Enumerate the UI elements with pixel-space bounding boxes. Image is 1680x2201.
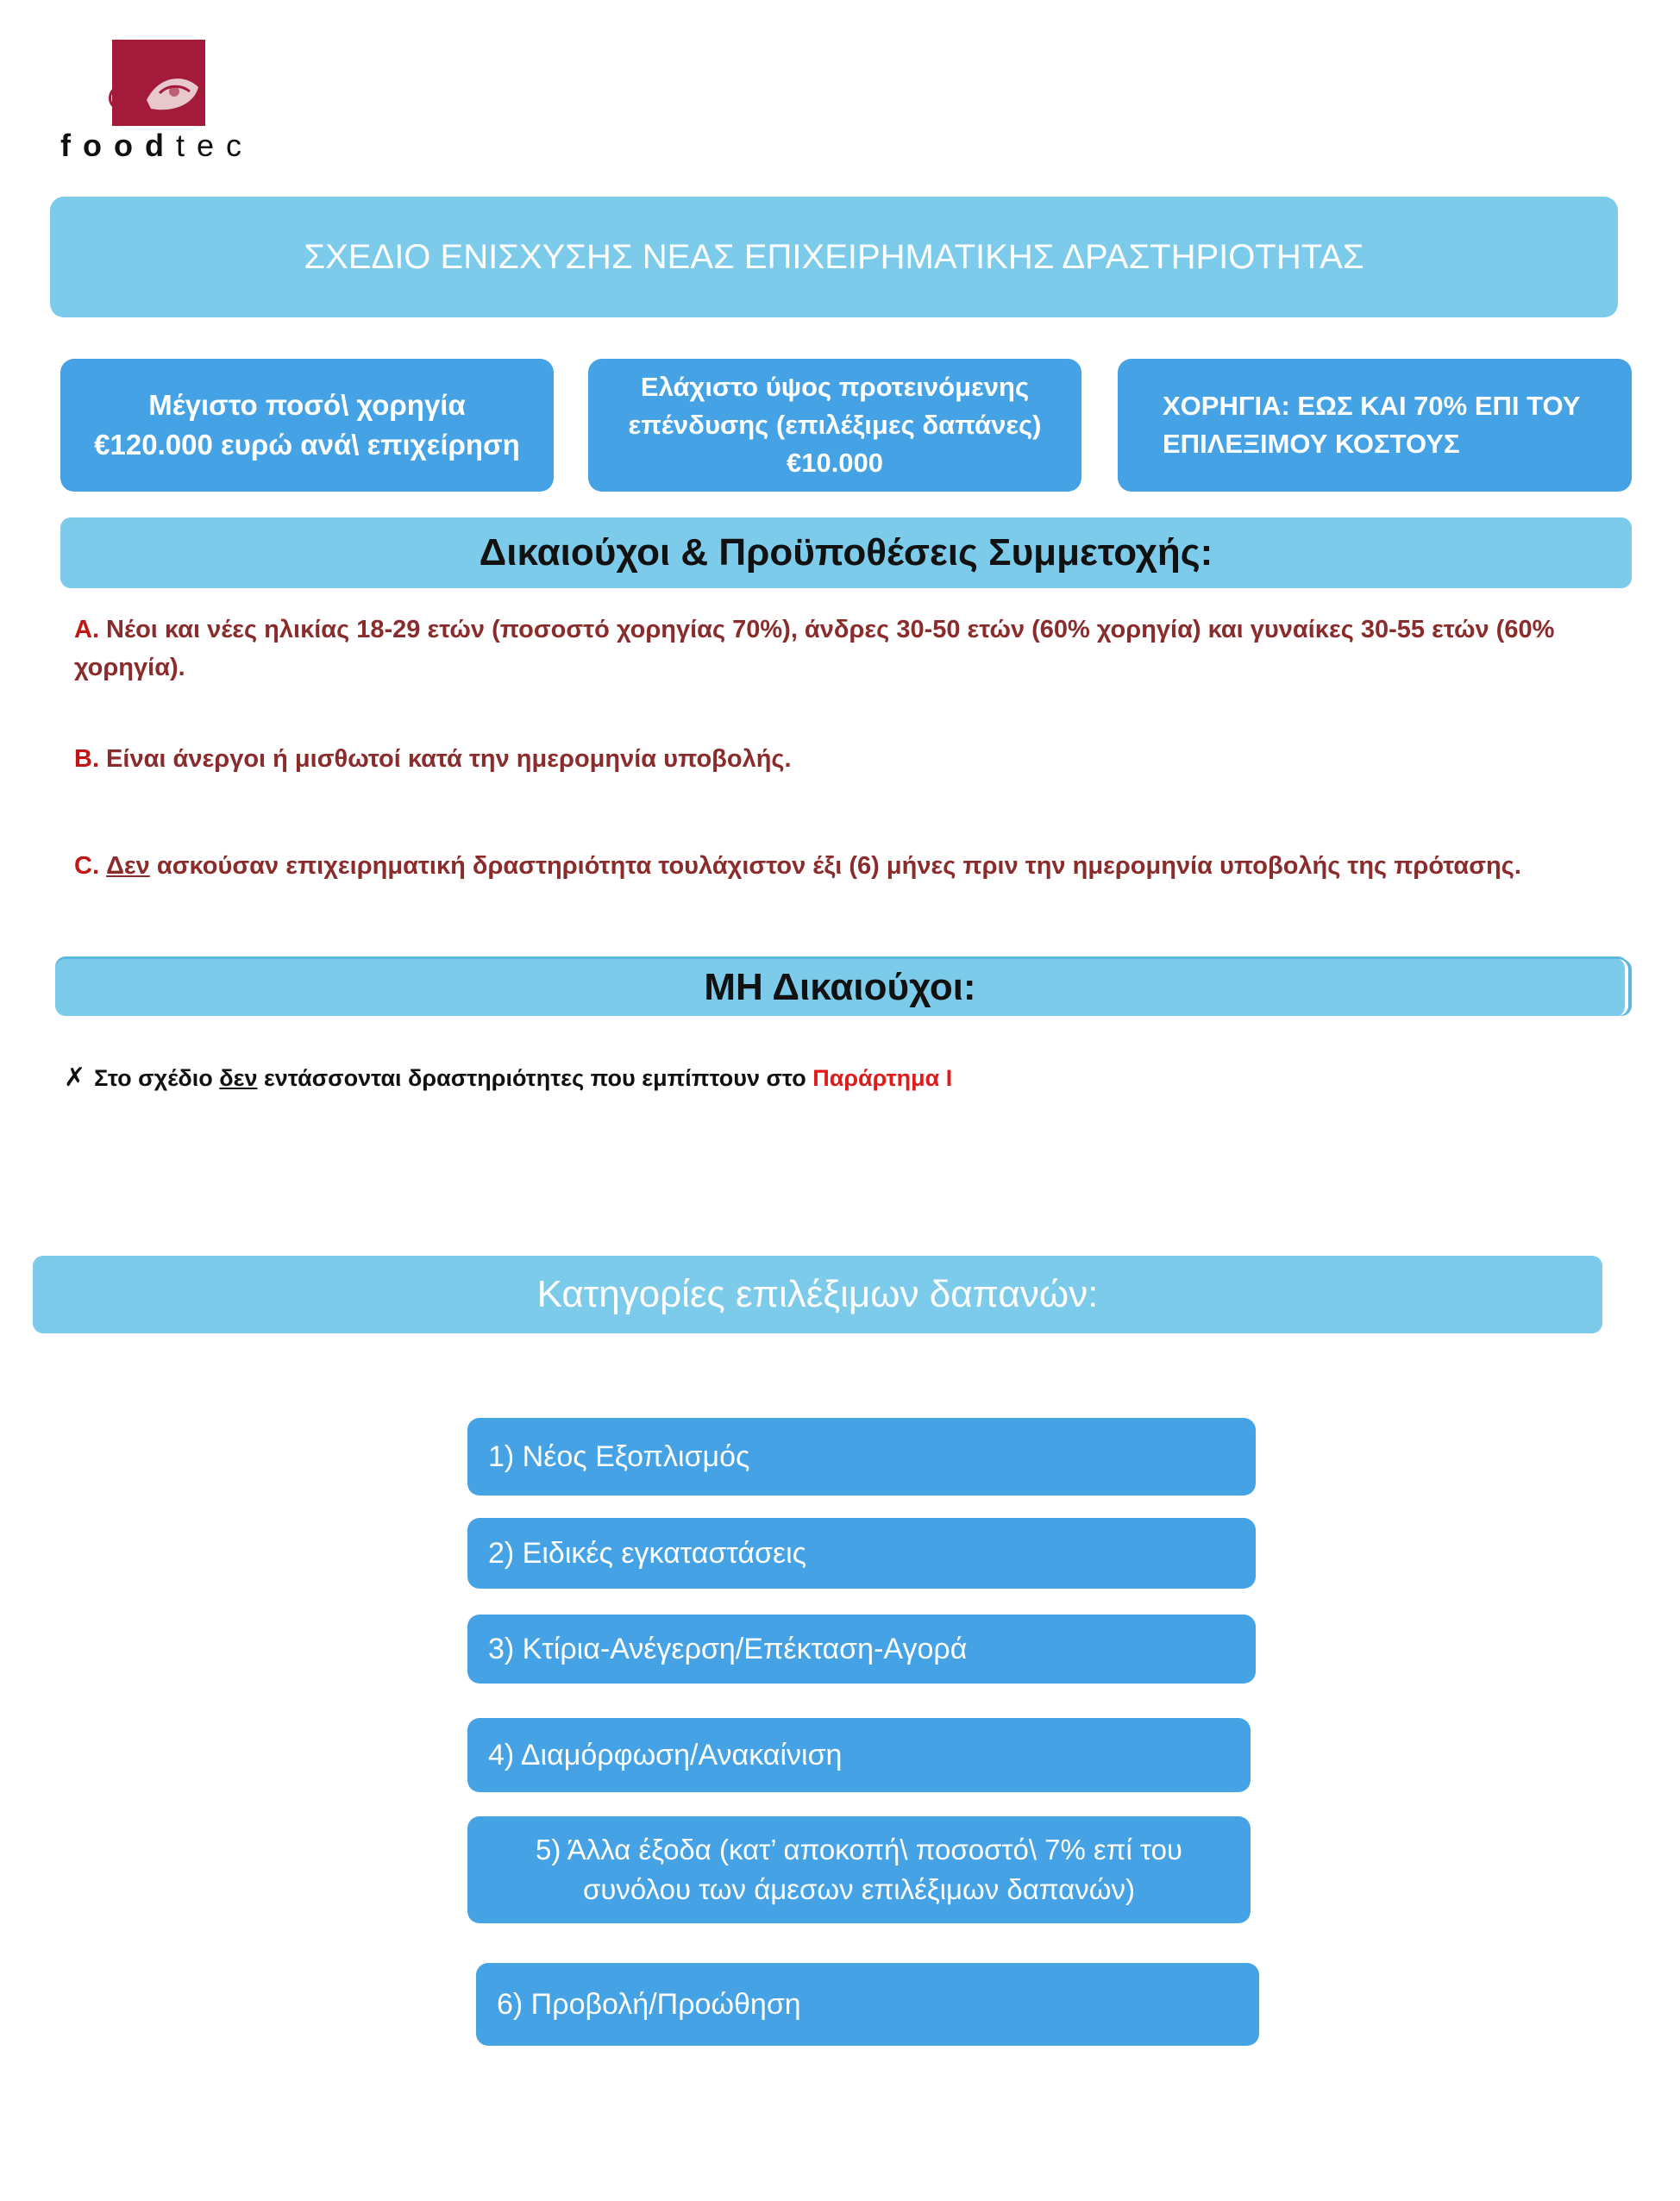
eligibility-heading [60,517,1632,588]
category-item-buildings [467,1615,1256,1684]
condition-b [74,740,1627,778]
info-box-max-amount [60,359,554,492]
non-eligible-heading-text: ΜΗ Δικαιούχοι: [704,966,976,1008]
categories-heading-text: Κατηγορίες επιλέξιμων δαπανών: [536,1273,1099,1315]
condition-label: Β. [74,745,99,773]
non-eligible-note [64,1063,952,1093]
page-title [50,197,1618,317]
note-emphasis: δεν [219,1065,258,1091]
condition-c [74,847,1627,885]
category-label: 4) Διαμόρφωση/Ανακαίνιση [488,1738,843,1771]
category-label: 1) Νέος Εξοπλισμός [488,1439,750,1473]
condition-emphasis: Δεν [106,852,150,880]
page-title-text: ΣΧΕΔΙΟ ΕΝΙΣΧΥΣΗΣ ΝΕΑΣ ΕΠΙΧΕΙΡΗΜΑΤΙΚΗΣ ΔΡΑΣΤΗΡΙΟΤΗΤΑΣ [304,237,1364,276]
logo-wordmark: foodtec [60,128,254,163]
category-label: 6) Προβολή/Προώθηση [497,1987,801,2021]
category-item-other-expenses [467,1816,1251,1923]
category-item-installations [467,1518,1256,1589]
non-eligible-heading [55,959,1628,1016]
info-box-line: €10.000 [786,448,884,478]
category-label: 2) Ειδικές εγκαταστάσεις [488,1536,807,1570]
category-item-promotion [476,1963,1259,2046]
info-box-line: Ελάχιστο ύψος προτεινόμενης [640,372,1030,402]
category-label: 3) Κτίρια-Ανέγερση/Επέκταση-Αγορά [488,1632,968,1665]
info-box-line: ΧΟΡΗΓΙΑ: ΕΩΣ ΚΑΙ 70% ΕΠΙ ΤΟΥ [1163,391,1581,421]
categories-heading [33,1256,1602,1333]
condition-label: C. [74,852,99,880]
category-label: 5) Άλλα έξοδα (κατ’ αποκοπή\ ποσοστό\ 7% επί του [536,1834,1182,1866]
category-label: συνόλου των άμεσων επιλέξιμων δαπανών) [583,1873,1135,1905]
condition-a [74,611,1627,687]
condition-label: Α. [74,616,99,643]
logo-swirl-icon [102,83,136,117]
info-box-line: Μέγιστο ποσό\ χορηγία [148,389,466,421]
note-text: Στο σχέδιο [94,1065,220,1091]
info-box-line: ΕΠΙΛΕΞΙΜΟΥ ΚΟΣΤΟΥΣ [1163,429,1460,459]
eligibility-heading-text: Δικαιούχοι & Προϋποθέσεις Συμμετοχής: [479,531,1213,574]
cross-mark-icon: ✗ [64,1063,86,1092]
category-item-renovation [467,1718,1251,1792]
condition-text: Νέοι και νέες ηλικίας 18-29 ετών (ποσοστό χορηγίας 70%), άνδρες 30-50 ετών (60% χορηγία) και γυναίκες 30-55 ετών (60% χορηγία). [74,616,1555,681]
info-box-grant-rate [1118,359,1632,492]
info-box-line: επένδυσης (επιλέξιμες δαπάνες) [628,410,1042,440]
annex-reference: Παράρτημα Ι [812,1065,953,1091]
condition-text: Είναι άνεργοι ή μισθωτοί κατά την ημερομηνία υποβολής. [99,745,792,773]
condition-text: ασκούσαν επιχειρηματική δραστηριότητα τουλάχιστον έξι (6) μήνες πριν την ημερομηνία υποβολής της πρότασης. [149,852,1521,880]
info-box-min-investment [588,359,1081,492]
info-box-line: €120.000 ευρώ ανά\ επιχείρηση [94,429,520,461]
note-text: εντάσσονται δραστηριότητες που εμπίπτουν στο [257,1065,813,1091]
category-item-equipment [467,1418,1256,1496]
